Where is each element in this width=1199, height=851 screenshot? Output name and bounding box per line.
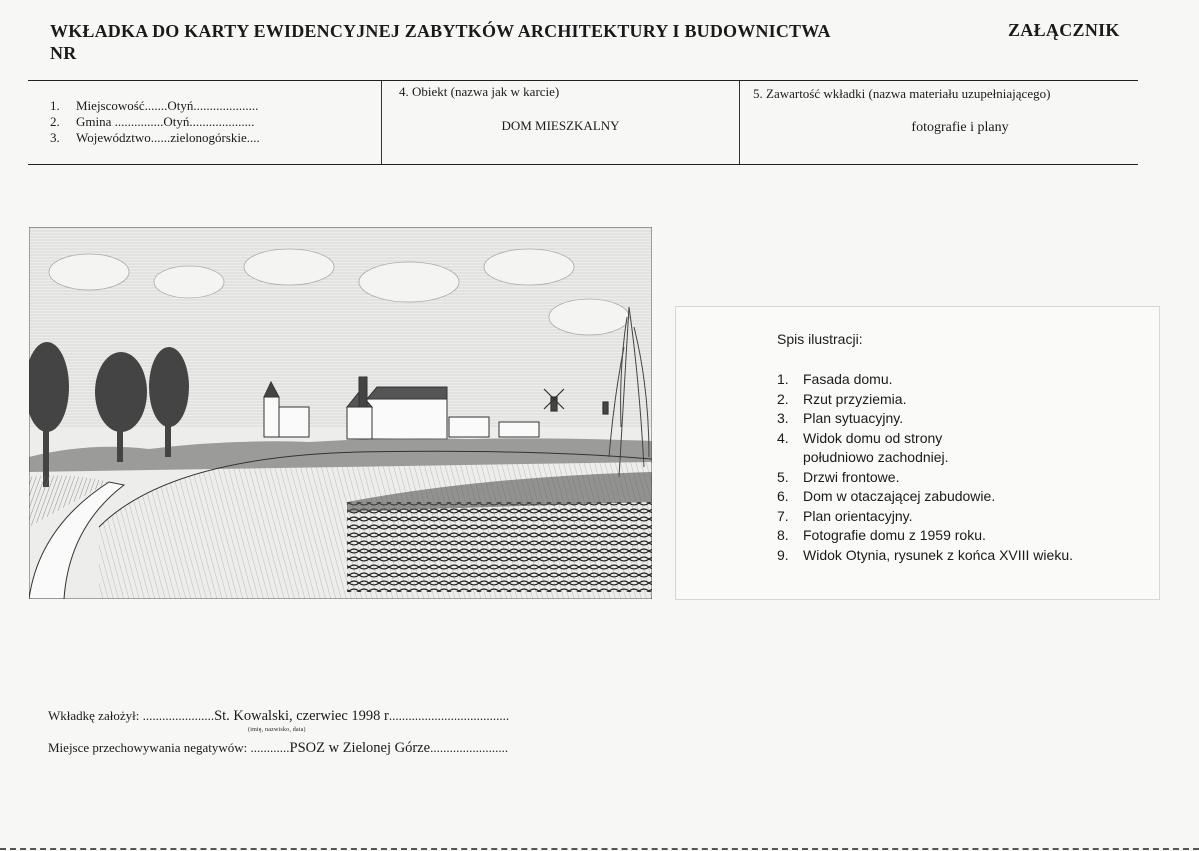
- object-value: DOM MIESZKALNY: [501, 118, 620, 133]
- illustrations-title: Spis ilustracji:: [777, 331, 863, 347]
- otyn-engraving-image: [29, 227, 652, 599]
- title-text: WKŁADKA DO KARTY EWIDENCYJNEJ ZABYTKÓW ARCHITEKTURY I BUDOWNICTWA: [50, 21, 831, 41]
- scan-edge: [0, 848, 1199, 850]
- location-fields: [50, 98, 260, 146]
- list-item: 1. Fasada domu.: [777, 371, 893, 387]
- list-item: 9. Widok Otynia, rysunek z końca XVIII wieku.: [777, 546, 1073, 563]
- table-bottom-line: [28, 164, 1138, 165]
- list-item: 8. Fotografie domu z 1959 roku.: [777, 527, 986, 543]
- field-locality: 1. Miejscowość.......Otyń....................: [50, 98, 259, 113]
- contents-label: 5. Zawartość wkładki (nazwa materiału uzupełniającego): [753, 86, 1051, 101]
- document-title: [50, 20, 950, 64]
- field-voivodeship: 3. Województwo......zielonogórskie....: [50, 130, 260, 145]
- list-item: 5. Drzwi frontowe.: [777, 468, 900, 485]
- list-item: 2. Rzut przyziemia.: [777, 390, 907, 407]
- field-commune: 2. Gmina ...............Otyń....................: [50, 114, 255, 129]
- table-top-line: [28, 80, 1138, 81]
- contents-value: fotografie i plany: [911, 120, 1009, 135]
- illustrations-list: [777, 370, 1073, 565]
- attachment-label: ZAŁĄCZNIK: [1008, 20, 1120, 40]
- title-nr: NR: [50, 43, 77, 63]
- list-item: 7. Plan orientacyjny.: [777, 507, 913, 524]
- founder-hint: (imię, nazwisko, data): [248, 727, 306, 733]
- list-item: południowo zachodniej.: [803, 449, 949, 465]
- list-item: 4. Widok domu od strony: [777, 429, 943, 446]
- list-item: 3. Plan sytuacyjny.: [777, 410, 904, 426]
- list-item: 6. Dom w otaczającej zabudowie.: [777, 488, 996, 504]
- object-label: 4. Obiekt (nazwa jak w karcie): [399, 84, 560, 99]
- storage-line: Miejsce przechowywania negatywów: ............PSOZ w Zielonej Górze........................: [48, 740, 509, 756]
- founder-line: Wkładkę założył: ......................St. Kowalski, czerwiec 1998 r.....................................: [48, 708, 510, 724]
